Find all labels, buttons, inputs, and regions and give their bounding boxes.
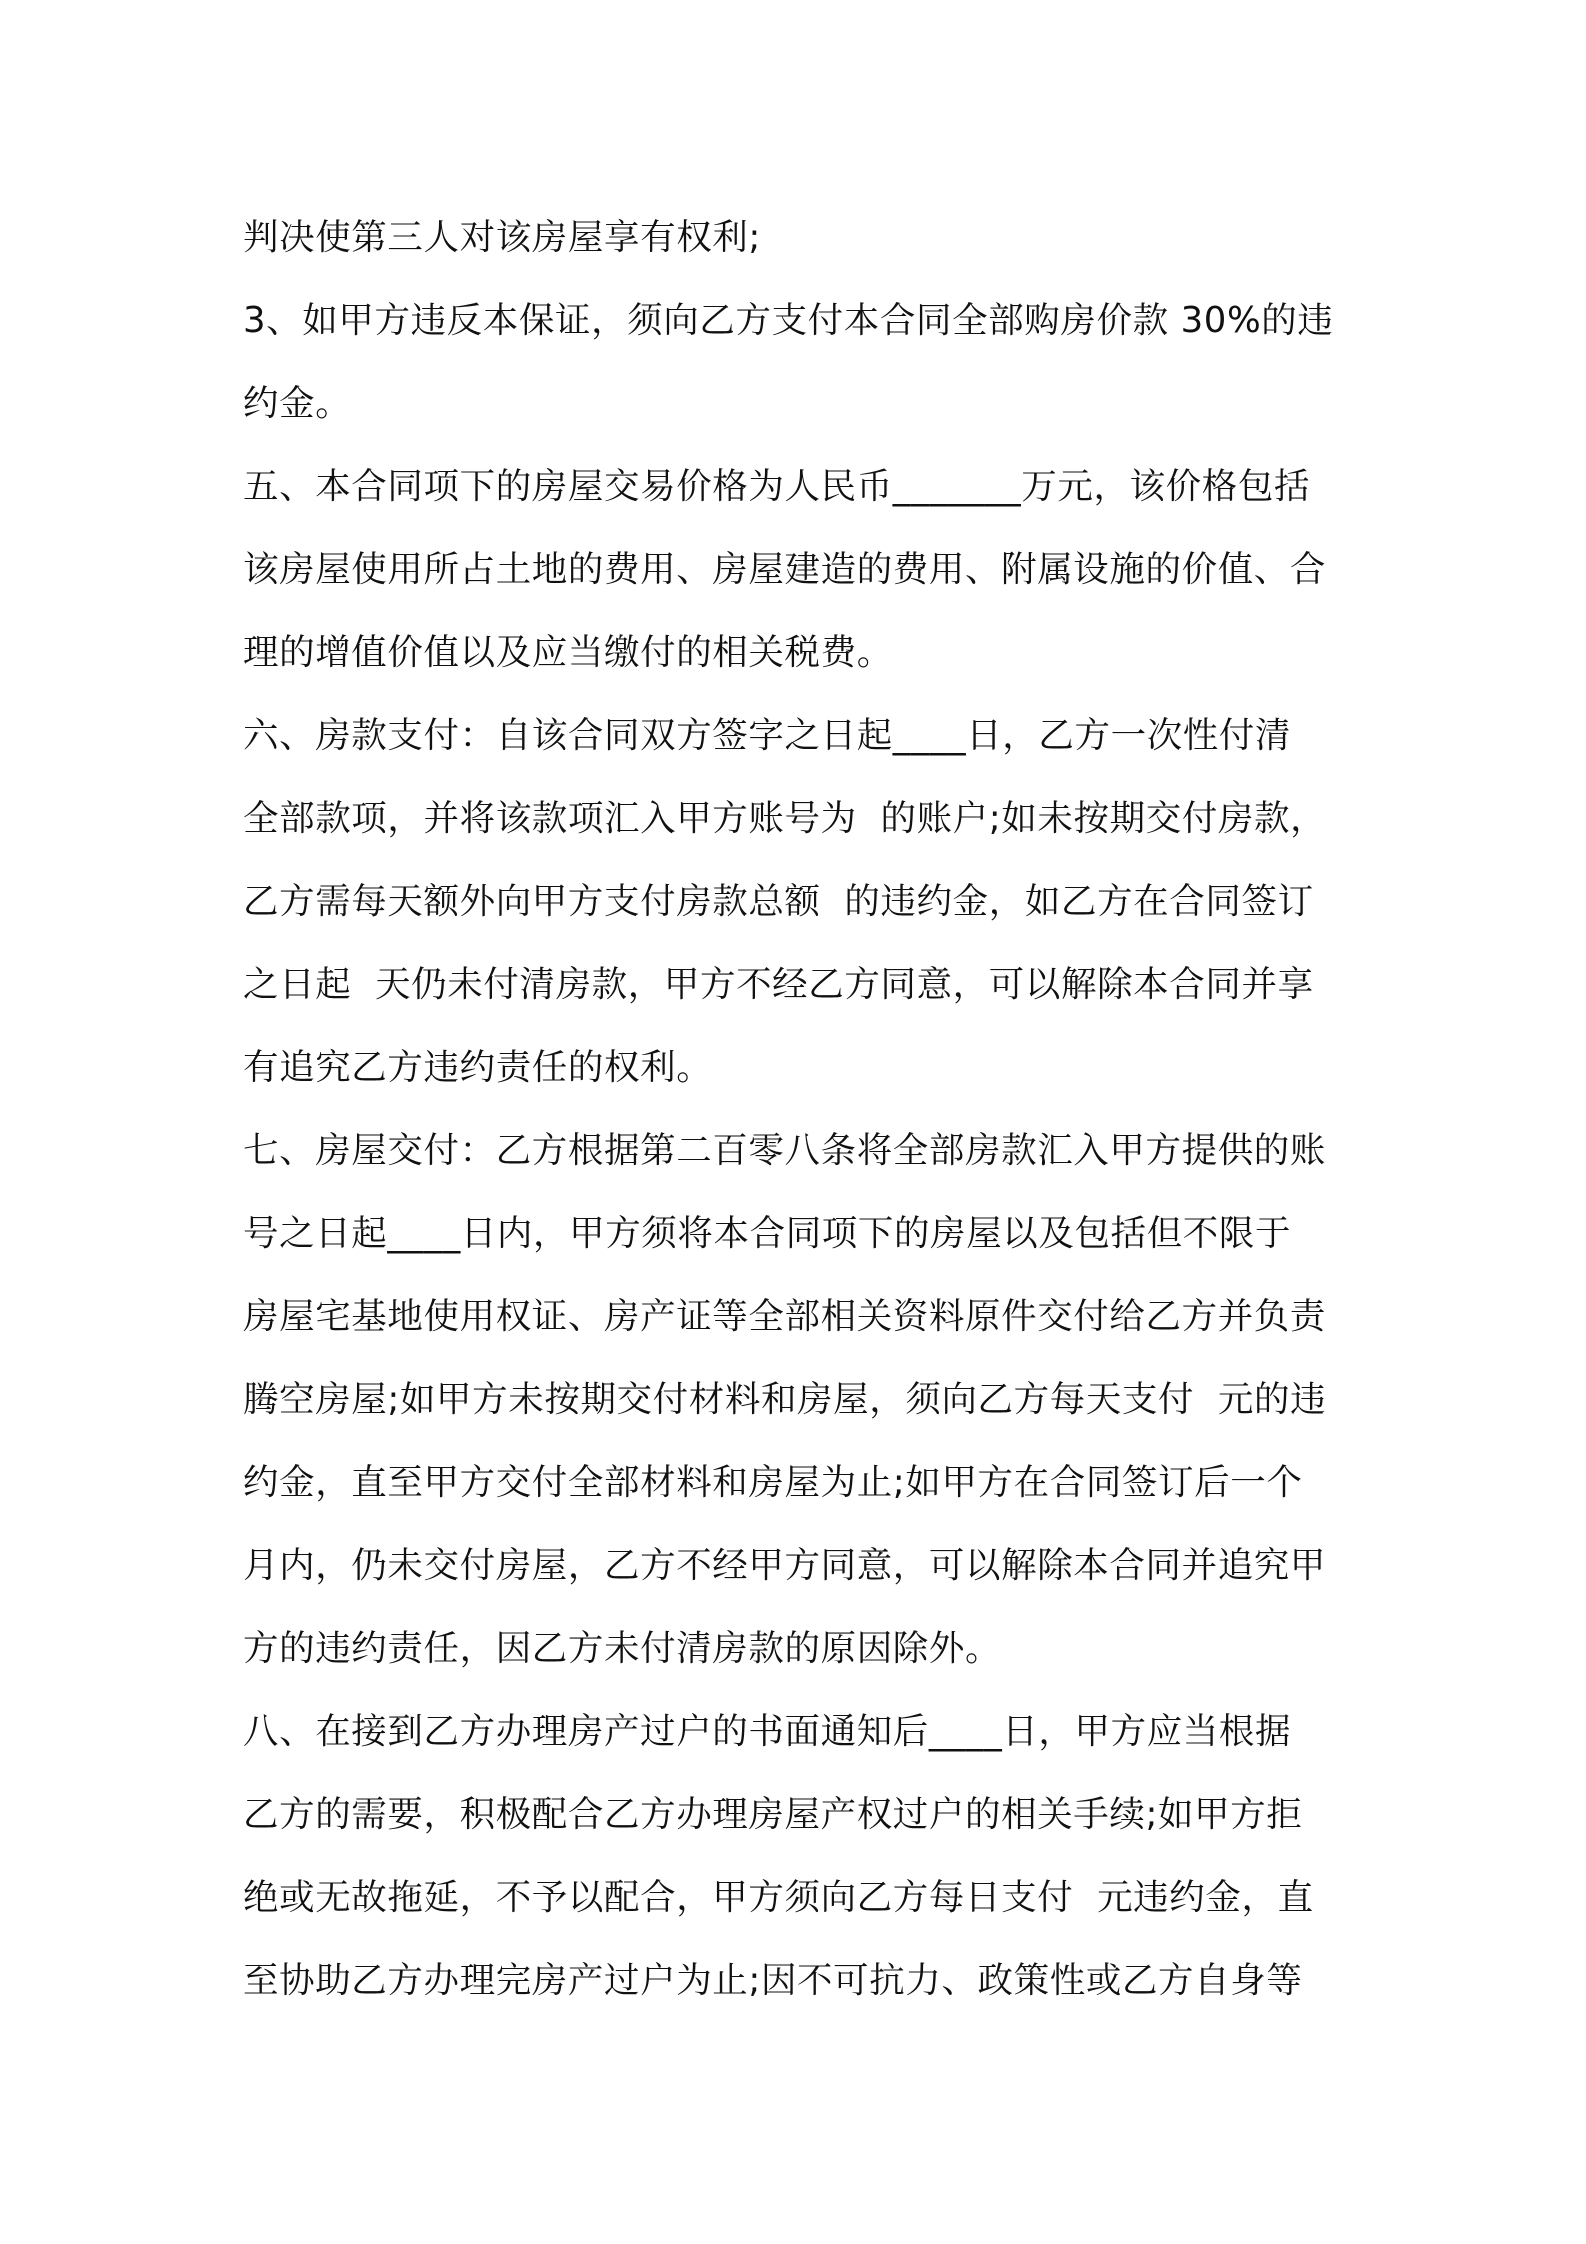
text-line: 八、在接到乙方办理房产过户的书面通知后____日，甲方应当根据	[243, 1711, 1292, 1752]
text-line: 约金，直至甲方交付全部材料和房屋为止;如甲方在合同签订后一个	[243, 1462, 1303, 1503]
text-line: 至协助乙方办理完房产过户为止;因不可抗力、政策性或乙方自身等	[243, 1960, 1303, 2001]
text-line: 月内，仍未交付房屋，乙方不经甲方同意，可以解除本合同并追究甲	[243, 1545, 1327, 1586]
text-line: 之日起 天仍未付清房款，甲方不经乙方同意，可以解除本合同并享	[243, 964, 1314, 1005]
text-line: 号之日起____日内，甲方须将本合同项下的房屋以及包括但不限于	[243, 1213, 1292, 1254]
text-line: 乙方的需要，积极配合乙方办理房屋产权过户的相关手续;如甲方拒	[243, 1794, 1303, 1835]
text-line: 该房屋使用所占土地的费用、房屋建造的费用、附属设施的价值、合	[243, 549, 1327, 590]
text-line: 3、如甲方违反本保证，须向乙方支付本合同全部购房价款 30%的违	[243, 300, 1334, 341]
text-line: 理的增值价值以及应当缴付的相关税费。	[243, 632, 893, 673]
text-line: 七、房屋交付：乙方根据第二百零八条将全部房款汇入甲方提供的账	[243, 1130, 1327, 1171]
text-line: 方的违约责任，因乙方未付清房款的原因除外。	[243, 1628, 1002, 1669]
text-line: 有追究乙方违约责任的权利。	[243, 1047, 713, 1088]
text-line: 判决使第三人对该房屋享有权利;	[243, 217, 761, 258]
text-line: 乙方需每天额外向甲方支付房款总额 的违约金，如乙方在合同签订	[243, 881, 1314, 922]
text-line: 腾空房屋;如甲方未按期交付材料和房屋，须向乙方每天支付 元的违	[243, 1379, 1327, 1420]
contract-text-body	[243, 196, 1363, 2022]
text-line: 绝或无故拖延，不予以配合，甲方须向乙方每日支付 元违约金，直	[243, 1877, 1314, 1918]
text-line: 全部款项，并将该款项汇入甲方账号为 的账户;如未按期交付房款，	[243, 798, 1327, 839]
text-line: 六、房款支付：自该合同双方签字之日起____日，乙方一次性付清	[243, 715, 1292, 756]
text-line: 房屋宅基地使用权证、房产证等全部相关资料原件交付给乙方并负责	[243, 1296, 1327, 1337]
text-line: 五、本合同项下的房屋交易价格为人民币_______万元，该价格包括	[243, 466, 1311, 507]
text-line: 约金。	[243, 383, 352, 424]
